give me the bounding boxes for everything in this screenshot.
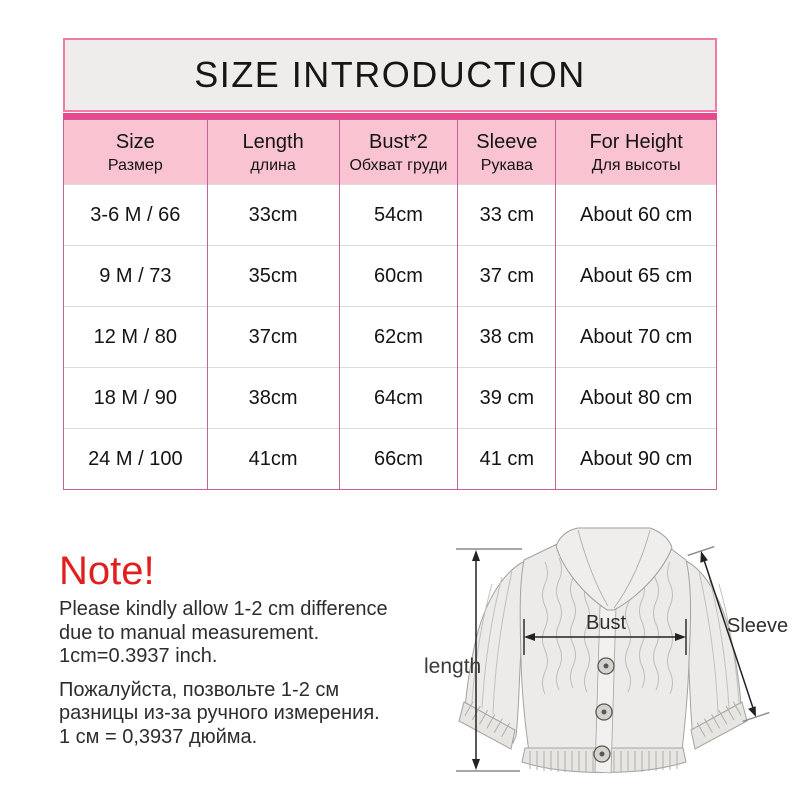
table-cell: 24 M / 100 [64,429,208,490]
table-cell: 38cm [207,368,339,429]
note-line-ru: разницы из-за ручного измерения. [59,702,380,724]
note-heading: Note! [59,549,155,593]
table-cell: 38 cm [458,307,556,368]
note-line-en: due to manual measurement. [59,621,320,644]
table-row [64,185,717,246]
note-line-ru: 1 см = 0,3937 дюйма. [59,725,258,748]
table-cell: About 65 cm [556,246,717,307]
button-dot [604,664,609,669]
table-cell: 3-6 M / 66 [64,185,208,246]
note-section [59,549,419,749]
page-title: SIZE INTRODUCTION [194,54,586,95]
table-cell: About 80 cm [556,368,717,429]
table-cell: 54cm [339,185,458,246]
length-label: length [424,655,482,678]
table-cell: 18 M / 90 [64,368,208,429]
table-row [64,368,717,429]
table-cell: 12 M / 80 [64,307,208,368]
header-label-en: For Height [589,130,683,153]
note-line-en: 1cm=0.3937 inch. [59,645,218,667]
column-header-sleeve [458,120,556,185]
table-cell: 9 M / 73 [64,246,208,307]
table-cell: 62cm [339,307,458,368]
note-line-ru: Пожалуйста, позвольте 1-2 см [59,678,340,701]
table-cell: 33cm [207,185,339,246]
table-cell: 64cm [339,368,458,429]
column-header-length [207,120,339,185]
bust-label: Bust [586,612,627,634]
note-line-en: Please kindly allow 1-2 cm difference [59,598,388,620]
column-header-bust [339,120,458,185]
header-label-ru: Размер [107,156,163,174]
table-cell: 41cm [207,429,339,490]
button-dot [602,710,607,715]
note-text-english [59,598,419,669]
table-cell: 66cm [339,429,458,490]
header-label-en: Sleeve [476,130,538,153]
table-row [64,307,717,368]
header-label-ru: Рукава [480,156,533,174]
table-row [64,429,717,490]
table-cell: About 60 cm [556,185,717,246]
table-cell: 41 cm [458,429,556,490]
table-cell: 60cm [339,246,458,307]
column-header-size [64,120,208,185]
button-dot [600,752,605,757]
size-chart-title-box [63,38,717,112]
column-header-height [556,120,717,185]
header-label-en: Length [242,130,304,153]
table-cell: About 90 cm [556,429,717,490]
header-label-ru: Для высоты [591,156,681,174]
header-label-ru: Обхват груди [349,156,448,174]
header-label-en: Bust*2 [369,130,428,153]
table-cell: 39 cm [458,368,556,429]
table-row [64,246,717,307]
table-cell: About 70 cm [556,307,717,368]
table-cell: 35cm [207,246,339,307]
sleeve-label: Sleeve [727,615,789,637]
size-chart-card [63,38,717,490]
table-cell: 37cm [207,307,339,368]
header-label-ru: длина [250,156,296,174]
table-cell: 33 cm [458,185,556,246]
garment-measurement-diagram [420,515,800,800]
note-text-russian [59,679,419,750]
table-cell: 37 cm [458,246,556,307]
size-table [63,119,717,490]
header-label-en: Size [115,130,155,153]
header-row [64,120,717,185]
